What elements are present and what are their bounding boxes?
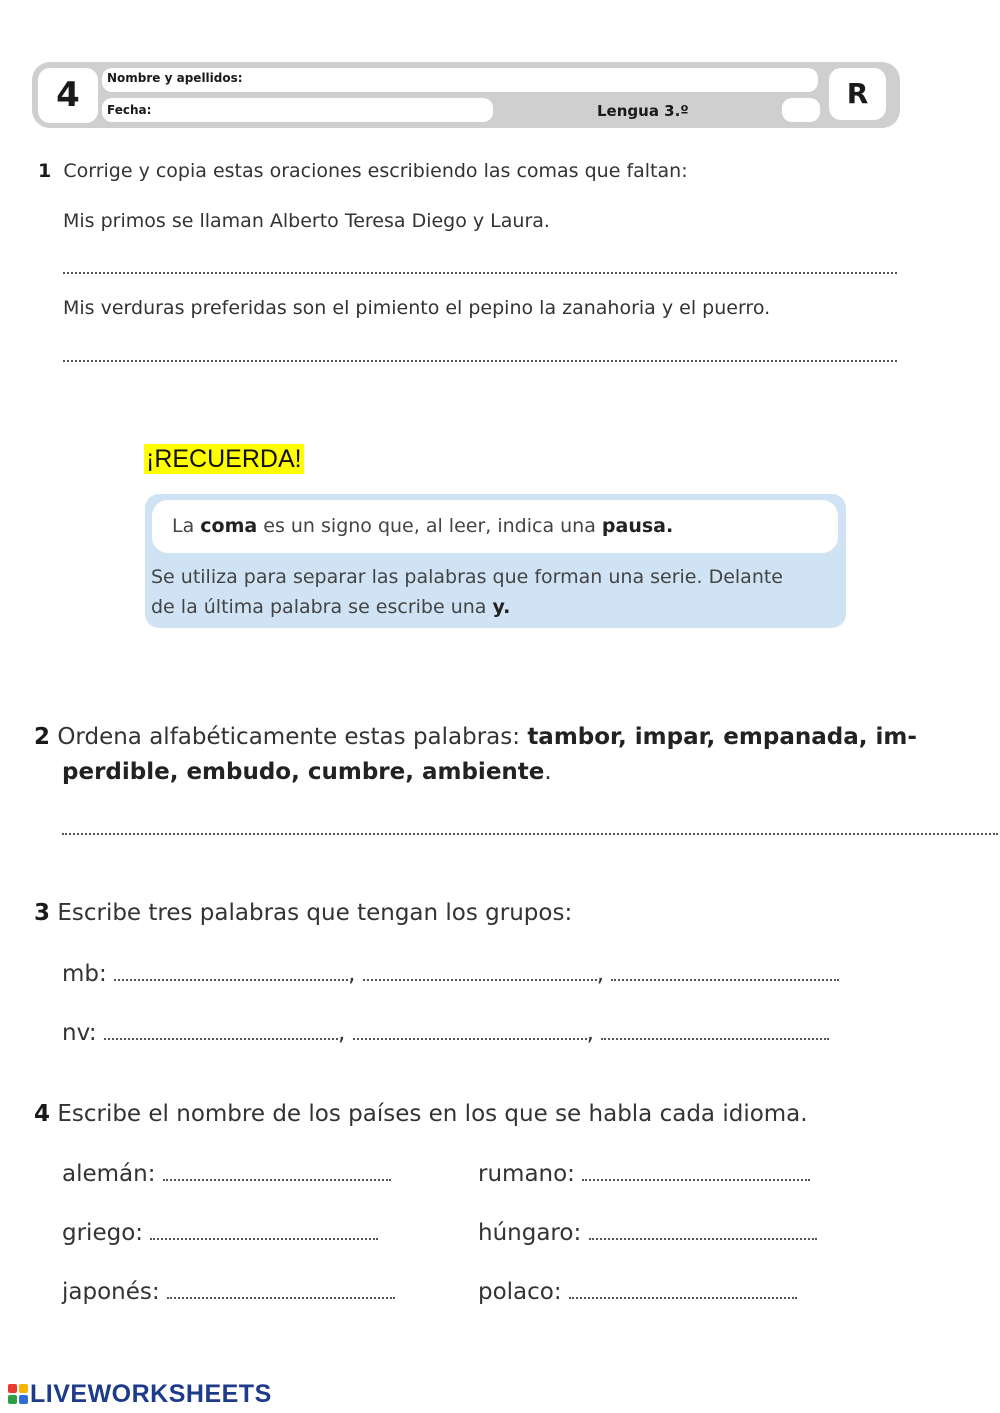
logo-text: LIVEWORKSHEETS bbox=[30, 1380, 272, 1408]
answer-blank[interactable] bbox=[582, 1178, 810, 1181]
question-3: 3 Escribe tres palabras que tengan los grupos: bbox=[34, 900, 573, 926]
language-row: rumano: bbox=[478, 1161, 810, 1187]
answer-blank[interactable] bbox=[163, 1178, 391, 1181]
recuerda-line-2: Se utiliza para separar las palabras que forman una serie. Delante bbox=[151, 566, 784, 588]
answer-line-3[interactable] bbox=[62, 833, 998, 835]
answer-blank[interactable] bbox=[601, 1037, 829, 1040]
small-field bbox=[782, 98, 820, 122]
answer-blank[interactable] bbox=[150, 1237, 378, 1240]
question-number: 1 bbox=[38, 160, 52, 182]
answer-blank[interactable] bbox=[363, 978, 597, 981]
date-label: Fecha: bbox=[107, 103, 152, 117]
sentence-2: Mis verduras preferidas son el pimiento el pepino la zanahoria y el puerro. bbox=[63, 297, 771, 319]
language-row: alemán: bbox=[62, 1161, 391, 1187]
date-field[interactable] bbox=[102, 98, 493, 122]
question-instruction: Corrige y copia estas oraciones escribiendo las comas que faltan: bbox=[63, 160, 688, 182]
answer-line-1[interactable] bbox=[63, 272, 897, 274]
question-2: 2 Ordena alfabéticamente estas palabras: tambor, impar, empanada, im- bbox=[34, 724, 917, 750]
answer-blank[interactable] bbox=[353, 1037, 587, 1040]
language-row: japonés: bbox=[62, 1279, 395, 1305]
level-letter: R bbox=[829, 68, 886, 120]
question-4: 4 Escribe el nombre de los países en los que se habla cada idioma. bbox=[34, 1101, 808, 1127]
sentence-1: Mis primos se llaman Alberto Teresa Diego y Laura. bbox=[63, 210, 550, 232]
liveworksheets-logo bbox=[8, 1380, 272, 1409]
answer-line-2[interactable] bbox=[63, 360, 897, 362]
question-1 bbox=[38, 160, 688, 182]
recuerda-line-3: de la última palabra se escribe una y. bbox=[151, 596, 511, 618]
group-mb-row: mb: , , bbox=[62, 961, 839, 987]
answer-blank[interactable] bbox=[569, 1296, 797, 1299]
group-nv-row: nv: , , bbox=[62, 1020, 829, 1046]
question-number: 2 bbox=[34, 724, 51, 750]
answer-blank[interactable] bbox=[114, 978, 348, 981]
recuerda-line-1: La coma es un signo que, al leer, indica una pausa. bbox=[172, 515, 674, 537]
question-number: 4 bbox=[34, 1101, 51, 1127]
answer-blank[interactable] bbox=[611, 978, 839, 981]
language-row: húngaro: bbox=[478, 1220, 817, 1246]
answer-blank[interactable] bbox=[589, 1237, 817, 1240]
name-label: Nombre y apellidos: bbox=[107, 71, 243, 85]
question-number: 3 bbox=[34, 900, 51, 926]
language-row: griego: bbox=[62, 1220, 378, 1246]
recuerda-label: ¡RECUERDA! bbox=[146, 445, 302, 473]
unit-number: 4 bbox=[38, 68, 98, 123]
question-2-line-2: perdible, embudo, cumbre, ambiente. bbox=[62, 759, 552, 785]
answer-blank[interactable] bbox=[167, 1296, 395, 1299]
logo-grid-icon bbox=[8, 1384, 28, 1404]
subject-label: Lengua 3.º bbox=[597, 102, 689, 120]
answer-blank[interactable] bbox=[104, 1037, 338, 1040]
language-row: polaco: bbox=[478, 1279, 797, 1305]
